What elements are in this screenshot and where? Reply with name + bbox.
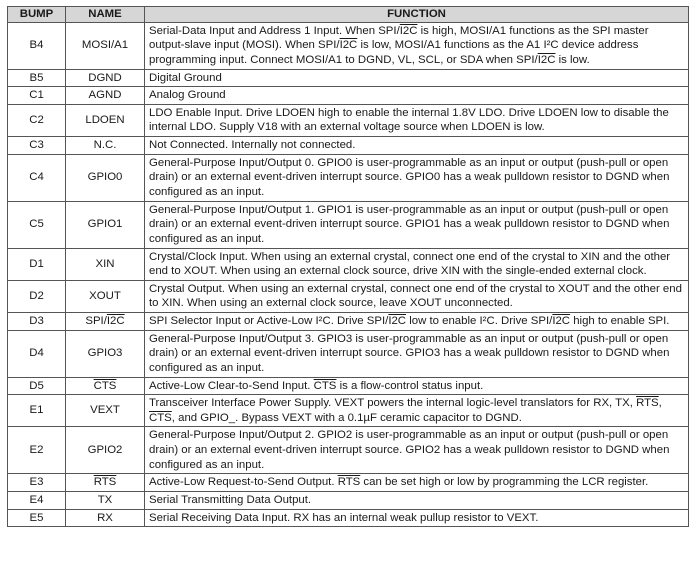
header-function: FUNCTION (145, 7, 689, 23)
name-cell: GPIO1 (66, 201, 145, 248)
pin-description-table-container (7, 6, 688, 527)
bump-cell: B5 (8, 69, 66, 87)
bump-cell: B4 (8, 22, 66, 69)
bump-cell: C5 (8, 201, 66, 248)
name-cell: RX (66, 509, 145, 527)
name-cell: XIN (66, 248, 145, 280)
name-cell: $\overline{RTS}$ (66, 474, 145, 492)
bump-cell: C1 (8, 87, 66, 105)
table-row (8, 312, 689, 330)
name-cell: GPIO2 (66, 427, 145, 474)
bump-cell: E1 (8, 395, 66, 427)
function-cell: Crystal Output. When using an external crystal, connect one end of the crystal to XOUT and the other end to XIN. When using an external clock source, leave XOUT unconnected. (145, 280, 689, 312)
table-row (8, 87, 689, 105)
function-cell: SPI Selector Input or Active-Low I²C. Drive SPI/I2C low to enable I²C. Drive SPI/I2C high to enable SPI. (145, 312, 689, 330)
function-cell: LDO Enable Input. Drive LDOEN high to enable the internal 1.8V LDO. Drive LDOEN low to disable the internal LDO. Supply V18 with an external voltage source when LDOEN is low. (145, 104, 689, 136)
table-row (8, 377, 689, 395)
name-cell: GPIO0 (66, 154, 145, 201)
function-cell: Crystal/Clock Input. When using an external crystal, connect one end of the crystal to XIN and the other end to XOUT. When using an external clock source, drive XIN with the single-ended external clock. (145, 248, 689, 280)
table-row (8, 201, 689, 248)
name-cell: TX (66, 491, 145, 509)
table-row (8, 395, 689, 427)
function-cell: Digital Ground (145, 69, 689, 87)
table-row (8, 104, 689, 136)
function-cell: Active-Low Clear-to-Send Input. $\overline{CTS}$ is a flow-control status input. (145, 377, 689, 395)
table-row (8, 330, 689, 377)
header-name: NAME (66, 7, 145, 23)
function-cell: General-Purpose Input/Output 1. GPIO1 is user-programmable as an input or output (push-pull or open drain) or an external event-driven interrupt source. GPIO1 has a weak pulldown resistor to DGND when configured as an input. (145, 201, 689, 248)
name-cell: $\overline{CTS}$ (66, 377, 145, 395)
name-cell: N.C. (66, 136, 145, 154)
table-row (8, 474, 689, 492)
bump-cell: E5 (8, 509, 66, 527)
table-row (8, 154, 689, 201)
table-row (8, 248, 689, 280)
function-cell: General-Purpose Input/Output 0. GPIO0 is user-programmable as an input or output (push-pull or open drain) or an external event-driven interrupt source. GPIO0 has a weak pulldown resistor to DGND when configured as an input. (145, 154, 689, 201)
name-cell: SPI/I2C (66, 312, 145, 330)
function-cell: General-Purpose Input/Output 3. GPIO3 is user-programmable as an input or output (push-pull or open drain) or an external event-driven interrupt source. GPIO3 has a weak pulldown resistor to DGND when configured as an input. (145, 330, 689, 377)
table-row (8, 509, 689, 527)
bump-cell: E4 (8, 491, 66, 509)
header-bump: BUMP (8, 7, 66, 23)
pin-description-table (7, 6, 689, 527)
name-cell: VEXT (66, 395, 145, 427)
bump-cell: D5 (8, 377, 66, 395)
name-cell: XOUT (66, 280, 145, 312)
function-cell: General-Purpose Input/Output 2. GPIO2 is user-programmable as an input or output (push-pull or open drain) or an external event-driven interrupt source. GPIO2 has a weak pulldown resistor to DGND when configured as an input. (145, 427, 689, 474)
table-row (8, 136, 689, 154)
bump-cell: C2 (8, 104, 66, 136)
function-cell: Analog Ground (145, 87, 689, 105)
function-cell: Serial Receiving Data Input. RX has an internal weak pullup resistor to VEXT. (145, 509, 689, 527)
header-row (8, 7, 689, 23)
function-cell: Serial Transmitting Data Output. (145, 491, 689, 509)
bump-cell: E2 (8, 427, 66, 474)
function-cell: Not Connected. Internally not connected. (145, 136, 689, 154)
bump-cell: E3 (8, 474, 66, 492)
bump-cell: D1 (8, 248, 66, 280)
name-cell: MOSI/A1 (66, 22, 145, 69)
function-cell: Serial-Data Input and Address 1 Input. When SPI/I2C is high, MOSI/A1 functions as the SPI master output-slave input (MOSI). When SPI/I2C is low, MOSI/A1 functions as the A1 I²C device address programming input. Connect MOSI/A1 to DGND, VL, SCL, or SDA when SPI/I2C is low. (145, 22, 689, 69)
bump-cell: D3 (8, 312, 66, 330)
name-cell: GPIO3 (66, 330, 145, 377)
name-cell: LDOEN (66, 104, 145, 136)
table-row (8, 280, 689, 312)
table-row (8, 22, 689, 69)
bump-cell: D2 (8, 280, 66, 312)
table-row (8, 491, 689, 509)
bump-cell: D4 (8, 330, 66, 377)
name-cell: AGND (66, 87, 145, 105)
bump-cell: C3 (8, 136, 66, 154)
table-row (8, 69, 689, 87)
name-cell: DGND (66, 69, 145, 87)
function-cell: Active-Low Request-to-Send Output. $\overline{RTS}$ can be set high or low by programming the LCR register. (145, 474, 689, 492)
bump-cell: C4 (8, 154, 66, 201)
table-row (8, 427, 689, 474)
function-cell: Transceiver Interface Power Supply. VEXT powers the internal logic-level translators for RX, TX, $\overline{RTS}$, $\overline{CTS}$, and GPIO_. Bypass VEXT with a 0.1µF ceramic capacitor to DGND. (145, 395, 689, 427)
